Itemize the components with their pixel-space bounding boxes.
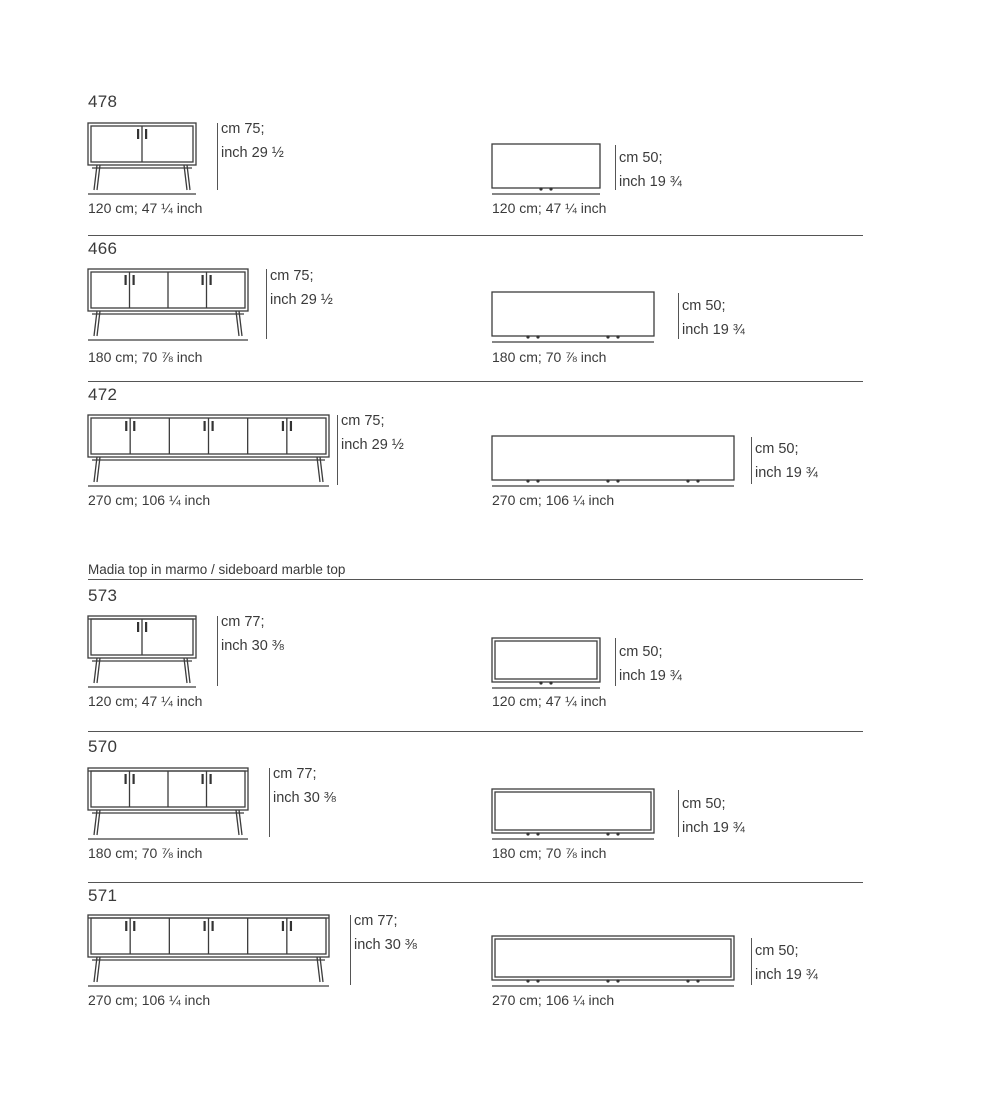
depth-dimension-line (615, 145, 616, 190)
door-handle (137, 129, 139, 139)
depth-dimension-line (751, 437, 752, 484)
door-handle (282, 421, 284, 431)
product-code: 570 (88, 737, 118, 756)
height-inch-label: inch 29 ½ (270, 292, 333, 308)
door-handle (290, 421, 292, 431)
leg-dot (606, 979, 609, 982)
product-code: 466 (88, 239, 118, 258)
leg-dot (536, 832, 539, 835)
leg-right (317, 457, 320, 482)
leg-dot (616, 832, 619, 835)
leg-dot (539, 681, 542, 684)
depth-cm-label: cm 50; (682, 796, 726, 812)
leg-left (97, 658, 100, 683)
top-view-drawing (492, 789, 654, 841)
front-width-label: 180 cm; 70 ⅞ inch (88, 845, 203, 861)
top-view-drawing (492, 638, 600, 690)
section-divider (88, 579, 863, 580)
top-view-outline (492, 638, 600, 682)
door-handle (133, 421, 135, 431)
leg-left (97, 311, 100, 336)
front-width-label: 120 cm; 47 ¼ inch (88, 693, 203, 709)
front-view-drawing (88, 123, 196, 198)
height-dimension-line (266, 269, 267, 339)
height-cm-label: cm 77; (354, 913, 398, 929)
door-handle (282, 921, 284, 931)
depth-inch-label: inch 19 ¾ (619, 174, 682, 190)
front-view-drawing (88, 915, 329, 990)
door-handle (133, 921, 135, 931)
door-handle (145, 622, 147, 632)
leg-dot (606, 832, 609, 835)
leg-dot (696, 979, 699, 982)
depth-cm-label: cm 50; (619, 150, 663, 166)
top-width-label: 270 cm; 106 ¼ inch (492, 992, 615, 1008)
height-inch-label: inch 29 ½ (221, 145, 284, 161)
leg-dot (536, 479, 539, 482)
leg-right (187, 165, 190, 190)
leg-dot (536, 979, 539, 982)
leg-left (97, 957, 100, 982)
height-inch-label: inch 30 ⅜ (221, 638, 284, 654)
top-width-label: 120 cm; 47 ¼ inch (492, 200, 607, 216)
product-code: 478 (88, 92, 118, 111)
door-handle (125, 774, 127, 784)
depth-inch-label: inch 19 ¾ (755, 967, 818, 983)
height-cm-label: cm 75; (221, 121, 265, 137)
section-divider (88, 882, 863, 883)
door-handle (125, 421, 127, 431)
top-view-outline (492, 789, 654, 833)
leg-dot (686, 479, 689, 482)
depth-cm-label: cm 50; (755, 441, 799, 457)
depth-inch-label: inch 19 ¾ (682, 820, 745, 836)
top-view-drawing (492, 292, 654, 344)
leg-right (239, 810, 242, 835)
leg-dot (616, 335, 619, 338)
top-view-drawing (492, 144, 600, 196)
leg-dot (549, 187, 552, 190)
leg-right (184, 658, 187, 683)
leg-left (94, 165, 97, 190)
front-view-drawing (88, 616, 196, 691)
depth-dimension-line (615, 638, 616, 686)
depth-inch-label: inch 19 ¾ (682, 322, 745, 338)
leg-dot (686, 979, 689, 982)
height-inch-label: inch 30 ⅜ (354, 937, 417, 953)
leg-left (97, 810, 100, 835)
door-handle (210, 774, 212, 784)
product-code: 571 (88, 886, 118, 905)
door-handle (204, 421, 206, 431)
front-width-label: 120 cm; 47 ¼ inch (88, 200, 203, 216)
door-handle (133, 275, 135, 285)
leg-right (239, 311, 242, 336)
door-handle (212, 921, 214, 931)
door-handle (125, 275, 127, 285)
section-divider (88, 381, 863, 382)
section-divider (88, 235, 863, 236)
leg-right (187, 658, 190, 683)
door-handle (290, 921, 292, 931)
height-inch-label: inch 30 ⅜ (273, 790, 336, 806)
product-code: 472 (88, 385, 118, 404)
front-view-drawing (88, 269, 248, 344)
top-width-label: 180 cm; 70 ⅞ inch (492, 845, 607, 861)
depth-dimension-line (678, 293, 679, 339)
height-inch-label: inch 29 ½ (341, 437, 404, 453)
height-dimension-line (269, 768, 270, 837)
top-view-drawing (492, 936, 734, 988)
height-cm-label: cm 77; (221, 614, 265, 630)
leg-right (317, 957, 320, 982)
top-view-outline (492, 144, 600, 188)
marble-top-caption: Madia top in marmo / sideboard marble top (88, 562, 346, 577)
door-handle (133, 774, 135, 784)
height-cm-label: cm 75; (270, 268, 314, 284)
height-dimension-line (217, 616, 218, 686)
leg-left (94, 457, 97, 482)
leg-right (236, 311, 239, 336)
leg-dot (536, 335, 539, 338)
leg-dot (696, 479, 699, 482)
depth-inch-label: inch 19 ¾ (619, 668, 682, 684)
door-handle (202, 774, 204, 784)
leg-left (97, 165, 100, 190)
leg-dot (616, 979, 619, 982)
depth-dimension-line (678, 790, 679, 837)
leg-dot (526, 979, 529, 982)
door-handle (125, 921, 127, 931)
height-cm-label: cm 77; (273, 766, 317, 782)
leg-dot (606, 335, 609, 338)
leg-left (94, 957, 97, 982)
product-code: 573 (88, 586, 118, 605)
depth-inch-label: inch 19 ¾ (755, 465, 818, 481)
marble-top-inset (495, 641, 597, 679)
leg-dot (526, 335, 529, 338)
door-handle (204, 921, 206, 931)
front-width-label: 270 cm; 106 ¼ inch (88, 492, 211, 508)
leg-right (184, 165, 187, 190)
door-handle (210, 275, 212, 285)
top-width-label: 120 cm; 47 ¼ inch (492, 693, 607, 709)
leg-left (94, 311, 97, 336)
top-view-outline (492, 292, 654, 336)
depth-cm-label: cm 50; (619, 644, 663, 660)
leg-dot (616, 479, 619, 482)
depth-dimension-line (751, 938, 752, 985)
depth-cm-label: cm 50; (755, 943, 799, 959)
leg-right (236, 810, 239, 835)
door-handle (212, 421, 214, 431)
leg-left (94, 658, 97, 683)
marble-top-inset (495, 792, 651, 830)
top-view-outline (492, 436, 734, 480)
front-width-label: 180 cm; 70 ⅞ inch (88, 349, 203, 365)
height-cm-label: cm 75; (341, 413, 385, 429)
height-dimension-line (217, 123, 218, 190)
front-view-drawing (88, 415, 329, 490)
leg-left (94, 810, 97, 835)
door-handle (145, 129, 147, 139)
door-handle (202, 275, 204, 285)
height-dimension-line (337, 415, 338, 485)
leg-dot (549, 681, 552, 684)
door-handle (137, 622, 139, 632)
leg-left (97, 457, 100, 482)
leg-right (320, 957, 323, 982)
leg-dot (539, 187, 542, 190)
leg-dot (606, 479, 609, 482)
top-view-drawing (492, 436, 734, 488)
leg-dot (526, 832, 529, 835)
front-width-label: 270 cm; 106 ¼ inch (88, 992, 211, 1008)
top-view-outline (492, 936, 734, 980)
top-width-label: 180 cm; 70 ⅞ inch (492, 349, 607, 365)
section-divider (88, 731, 863, 732)
leg-dot (526, 479, 529, 482)
depth-cm-label: cm 50; (682, 298, 726, 314)
front-view-drawing (88, 768, 248, 843)
leg-right (320, 457, 323, 482)
top-width-label: 270 cm; 106 ¼ inch (492, 492, 615, 508)
marble-top-inset (495, 939, 731, 977)
height-dimension-line (350, 915, 351, 985)
